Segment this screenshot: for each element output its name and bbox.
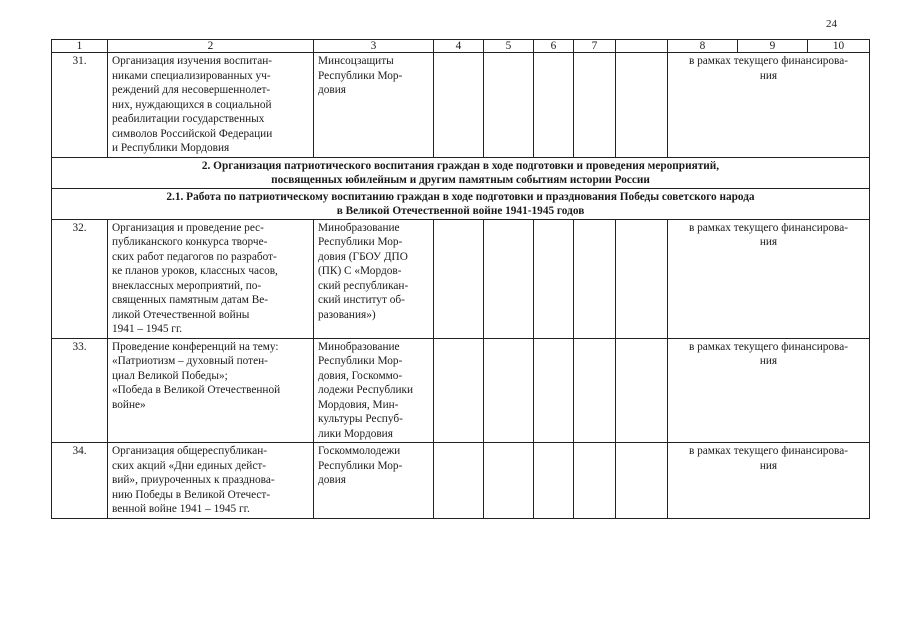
activity-line: Проведение конференций на тему:: [112, 340, 279, 353]
executor-cell: [314, 443, 434, 519]
column-header: 2: [108, 40, 314, 53]
empty-cell: [434, 219, 484, 338]
activity-line: Организация изучения воспитан-: [112, 55, 273, 67]
activity-line: ке планов уроков, классных часов,: [112, 265, 278, 277]
column-header: 10: [808, 40, 870, 53]
activity-line: реждений для несовершеннолет-: [112, 84, 271, 96]
activity-line: «Патриотизм – духовный потен-: [112, 355, 268, 367]
empty-cell: [484, 443, 534, 519]
executor-cell: [314, 338, 434, 443]
row-number: 34.: [52, 443, 108, 519]
empty-cell: [574, 219, 616, 338]
executor-line: довия (ГБОУ ДПО: [318, 250, 408, 263]
financing-cell: [668, 338, 870, 443]
column-header: 3: [314, 40, 434, 53]
activity-line: публиканского конкурса творче-: [112, 236, 268, 248]
activity-cell: [108, 338, 314, 443]
activity-line: ских акций «Дни единых дейст-: [112, 459, 267, 472]
activity-line: «Победа в Великой Отечественной: [112, 384, 281, 396]
empty-cell: [616, 53, 668, 158]
empty-cell: [616, 443, 668, 519]
executor-line: (ПК) С «Мордов-: [318, 265, 402, 277]
empty-cell: [434, 443, 484, 519]
column-header: 8: [668, 40, 738, 53]
financing-line: ния: [759, 69, 778, 82]
executor-line: Республики Мор-: [318, 236, 403, 248]
activity-line: нию Победы в Великой Отечест-: [112, 488, 271, 501]
activity-line: реабилитации государственных: [112, 113, 265, 125]
empty-cell: [616, 219, 668, 338]
empty-cell: [534, 443, 574, 519]
activity-line: 1941 – 1945 гг.: [112, 323, 183, 335]
executor-line: лодежи Республики: [318, 384, 414, 396]
executor-line: Минобразование: [318, 221, 400, 234]
activity-cell: [108, 53, 314, 158]
activity-line: Организация общереспубликан-: [112, 445, 268, 457]
executor-line: культуры Респуб-: [318, 413, 403, 425]
empty-cell: [484, 219, 534, 338]
executor-line: ский институт об-: [318, 294, 405, 306]
activity-line: ских работ педагогов по разработ-: [112, 250, 277, 263]
column-header: 4: [434, 40, 484, 53]
executor-line: разования»): [318, 308, 376, 321]
activity-line: Организация и проведение рес-: [112, 221, 264, 234]
activity-line: священных памятным датам Ве-: [112, 294, 269, 306]
subsection-heading: [52, 188, 870, 219]
column-header: [616, 40, 668, 53]
row-number: 33.: [52, 338, 108, 443]
table-row: [52, 443, 870, 519]
executor-line: Госкоммолодежи: [318, 445, 401, 457]
activity-line: венной войне 1941 – 1945 гг.: [112, 503, 250, 515]
column-header: 6: [534, 40, 574, 53]
executor-line: Республики Мор-: [318, 69, 403, 82]
section-heading-line: 2. Организация патриотического воспитания граждан в ходе подготовки и проведения мероприятий,: [201, 159, 720, 172]
empty-cell: [484, 338, 534, 443]
financing-cell: [668, 53, 870, 158]
activity-line: никами специализированных уч-: [112, 69, 271, 82]
executor-line: Минсоцзащиты: [318, 55, 394, 67]
financing-line: в рамках текущего финансирова-: [688, 340, 849, 353]
section-heading-line: посвященных юбилейным и другим памятным событиям истории России: [271, 173, 650, 186]
empty-cell: [574, 443, 616, 519]
empty-cell: [616, 338, 668, 443]
executor-line: Мордовия, Мин-: [318, 398, 399, 411]
empty-cell: [574, 53, 616, 158]
activity-line: ликой Отечественной войны: [112, 308, 250, 321]
empty-cell: [534, 338, 574, 443]
activity-line: войне»: [112, 398, 146, 411]
column-header: 5: [484, 40, 534, 53]
plan-table: [51, 39, 870, 519]
executor-line: довия: [318, 84, 346, 96]
section-heading-row: [52, 157, 870, 188]
subsection-heading-line: в Великой Отечественной войне 1941-1945 годов: [336, 204, 585, 217]
empty-cell: [434, 53, 484, 158]
activity-line: внеклассных мероприятий, по-: [112, 279, 262, 292]
section-heading: [52, 157, 870, 188]
executor-line: довия, Госкоммо-: [318, 369, 403, 382]
financing-line: ния: [759, 236, 778, 248]
empty-cell: [534, 53, 574, 158]
financing-line: в рамках текущего финансирова-: [688, 55, 849, 67]
activity-cell: [108, 219, 314, 338]
activity-cell: [108, 443, 314, 519]
column-header: 7: [574, 40, 616, 53]
activity-line: символов Российской Федерации: [112, 127, 273, 140]
empty-cell: [574, 338, 616, 443]
empty-cell: [534, 219, 574, 338]
financing-line: ния: [759, 459, 778, 472]
empty-cell: [434, 338, 484, 443]
column-number-row: [52, 40, 870, 53]
row-number: 31.: [52, 53, 108, 158]
page-number: 24: [826, 18, 837, 30]
financing-line: в рамках текущего финансирова-: [688, 221, 849, 234]
executor-line: довия: [318, 474, 346, 486]
column-header: 9: [738, 40, 808, 53]
executor-line: Минобразование: [318, 340, 400, 353]
table-row: [52, 338, 870, 443]
financing-cell: [668, 443, 870, 519]
executor-line: лики Мордовия: [318, 427, 393, 440]
financing-line: в рамках текущего финансирова-: [688, 445, 849, 457]
financing-cell: [668, 219, 870, 338]
executor-line: Республики Мор-: [318, 459, 403, 472]
executor-cell: [314, 53, 434, 158]
executor-line: Республики Мор-: [318, 355, 403, 367]
row-number: 32.: [52, 219, 108, 338]
subsection-heading-line: 2.1. Работа по патриотическому воспитанию граждан в ходе подготовки и празднования Победы советского народа: [166, 190, 755, 203]
empty-cell: [484, 53, 534, 158]
activity-line: циал Великой Победы»;: [112, 369, 228, 382]
table-row: [52, 53, 870, 158]
column-header: 1: [52, 40, 108, 53]
activity-line: них, нуждающихся в социальной: [112, 98, 272, 111]
activity-line: вий», приуроченных к празднова-: [112, 474, 275, 486]
financing-line: ния: [759, 355, 778, 367]
executor-line: ский республикан-: [318, 279, 409, 292]
activity-line: и Республики Мордовия: [112, 142, 230, 154]
subsection-heading-row: [52, 188, 870, 219]
executor-cell: [314, 219, 434, 338]
table-row: [52, 219, 870, 338]
